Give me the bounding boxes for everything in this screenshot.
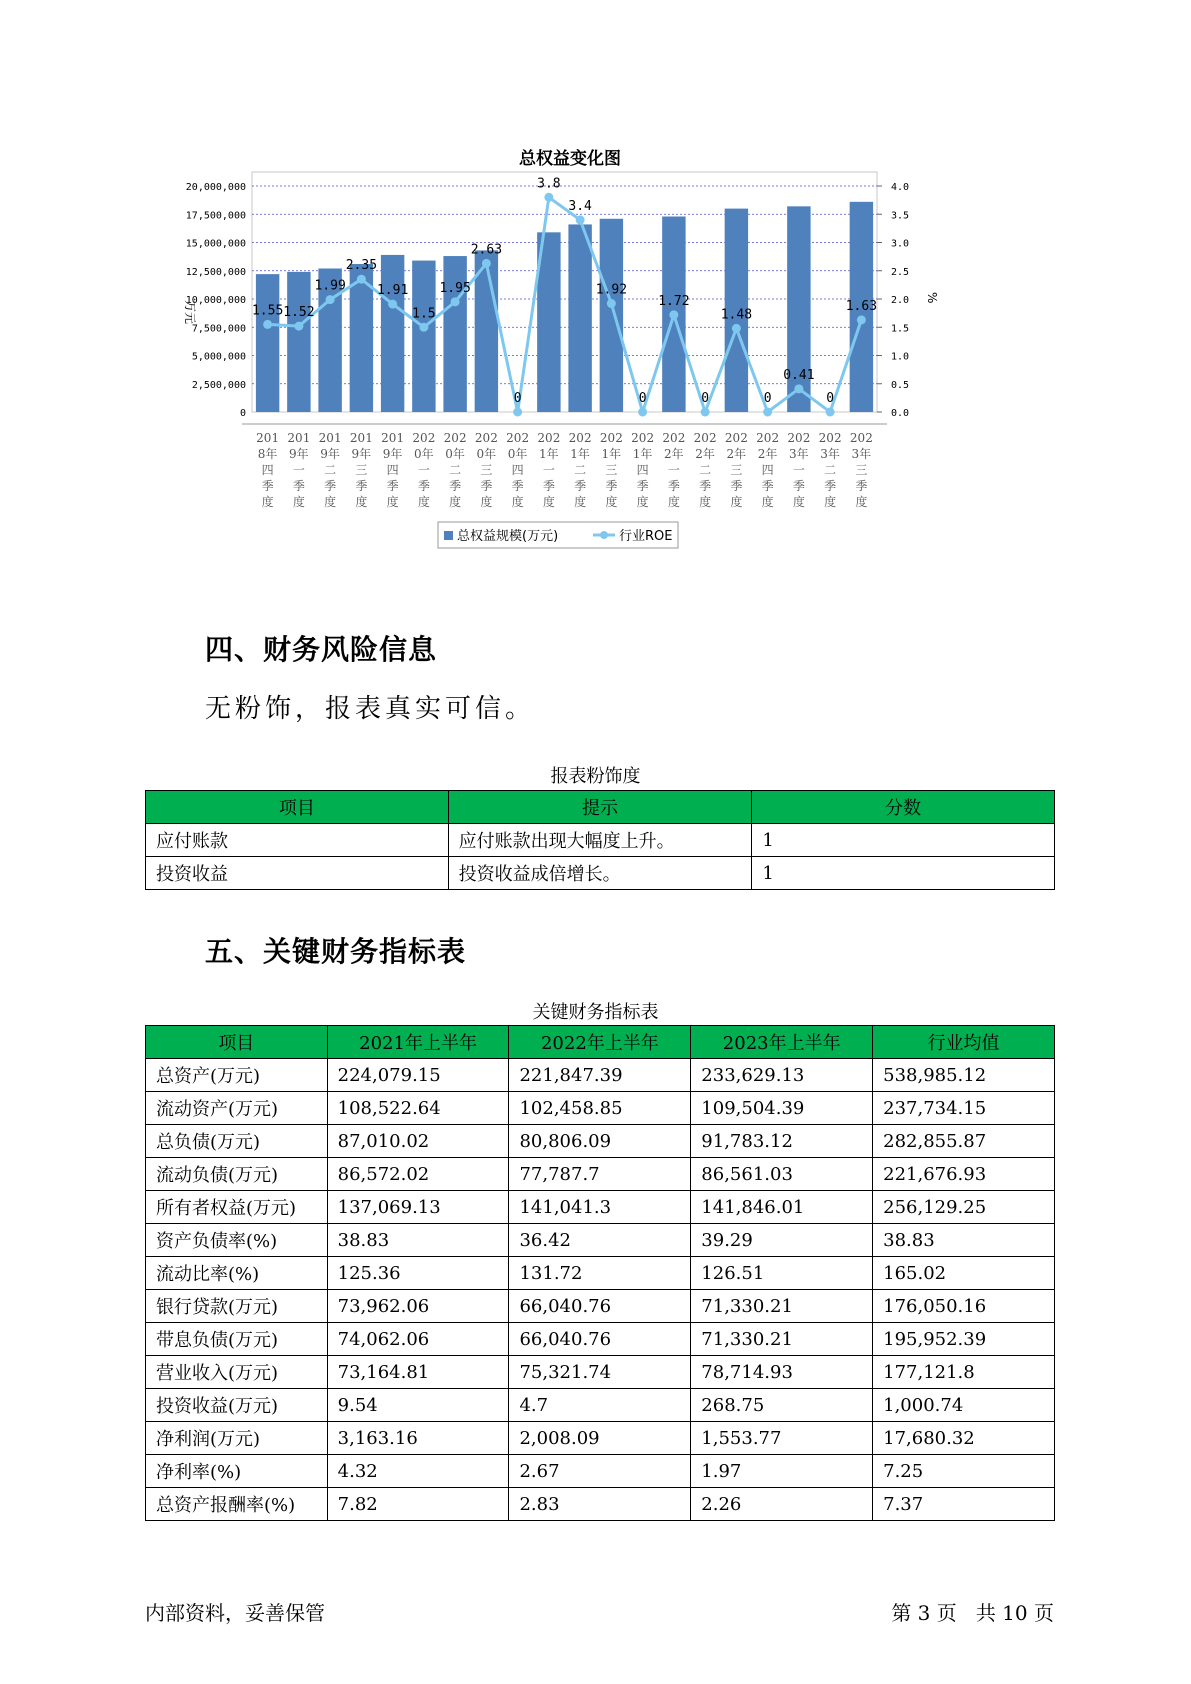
x-tick-label: 二 xyxy=(449,463,462,477)
x-tick-label: 季 xyxy=(855,479,868,493)
y-left-tick-label: 15,000,000 xyxy=(185,238,246,250)
kpi-table-row xyxy=(146,1191,1055,1224)
roe-point xyxy=(419,323,428,332)
equity-chart xyxy=(180,140,970,600)
table-cell: 177,121.8 xyxy=(873,1356,1055,1389)
roe-point xyxy=(357,275,366,284)
x-tick-label: 度 xyxy=(699,495,712,509)
table-cell: 538,985.12 xyxy=(873,1059,1055,1092)
kpi-table-row xyxy=(146,1257,1055,1290)
table-cell: 221,847.39 xyxy=(509,1059,691,1092)
x-tick-label: 度 xyxy=(324,495,337,509)
kpi-table-row xyxy=(146,1059,1055,1092)
bar xyxy=(256,274,279,412)
x-tick-label: 季 xyxy=(480,479,493,493)
bar xyxy=(600,219,623,412)
table-cell: 17,680.32 xyxy=(873,1422,1055,1455)
x-tick-label: 季 xyxy=(449,479,462,493)
column-header: 分数 xyxy=(752,791,1055,824)
x-tick-label: 2年 xyxy=(664,447,684,461)
table-cell: 1 xyxy=(752,857,1055,890)
table-cell: 75,321.74 xyxy=(509,1356,691,1389)
roe-point xyxy=(513,408,522,417)
roe-point xyxy=(701,408,710,417)
bar xyxy=(443,256,466,412)
y-right-tick-label: 1.0 xyxy=(891,351,910,363)
table-cell: 237,734.15 xyxy=(873,1092,1055,1125)
table-caption-key-indicators: 关键财务指标表 xyxy=(532,1002,659,1023)
data-label: 1.95 xyxy=(439,280,471,296)
y-right-tick-label: 4.0 xyxy=(891,182,910,193)
data-label: 2.35 xyxy=(345,258,378,274)
section-heading-key-indicators: 五、关键财务指标表 xyxy=(205,935,467,968)
roe-point xyxy=(794,384,803,393)
kpi-table-row xyxy=(146,1125,1055,1158)
bar xyxy=(568,224,591,412)
x-tick-label: 201 xyxy=(256,431,280,445)
x-tick-label: 季 xyxy=(386,479,399,493)
table-cell: 3,163.16 xyxy=(327,1422,509,1455)
data-label: 3.8 xyxy=(537,176,561,192)
roe-point xyxy=(482,259,491,268)
x-tick-label: 202 xyxy=(506,431,530,445)
data-label: 0 xyxy=(701,391,710,406)
x-tick-label: 202 xyxy=(443,431,467,445)
table-cell: 36.42 xyxy=(509,1224,691,1257)
table-cell: 141,041.3 xyxy=(509,1191,691,1224)
section-heading-financial-risk: 四、财务风险信息 xyxy=(205,633,438,666)
table-cell: 268.75 xyxy=(691,1389,873,1422)
x-tick-label: 9年 xyxy=(320,447,340,461)
x-tick-label: 3年 xyxy=(820,447,840,461)
table-cell: 2.83 xyxy=(509,1488,691,1521)
roe-point xyxy=(857,315,866,324)
kpi-table-row xyxy=(146,1455,1055,1488)
roe-point xyxy=(763,408,772,417)
data-label: 0 xyxy=(638,391,647,406)
x-tick-label: 度 xyxy=(449,495,462,509)
table-cell: 91,783.12 xyxy=(691,1125,873,1158)
roe-point xyxy=(607,299,616,308)
y-right-axis-label: % xyxy=(925,292,939,304)
x-tick-label: 201 xyxy=(318,431,342,445)
kpi-table-row xyxy=(146,1488,1055,1521)
x-tick-label: 季 xyxy=(261,479,274,493)
data-label: 1.52 xyxy=(283,305,315,321)
table-cell: 221,676.93 xyxy=(873,1158,1055,1191)
table-cell: 总资产报酬率(%) xyxy=(146,1488,328,1521)
column-header: 行业均值 xyxy=(873,1026,1055,1059)
table-cell: 39.29 xyxy=(691,1224,873,1257)
table-cell: 1.97 xyxy=(691,1455,873,1488)
table-cell: 66,040.76 xyxy=(509,1290,691,1323)
bar xyxy=(381,255,404,412)
chart-title: 总权益变化图 xyxy=(519,149,621,169)
data-label: 1.92 xyxy=(595,282,628,298)
x-tick-label: 三 xyxy=(855,463,868,477)
x-tick-label: 0年 xyxy=(445,447,465,461)
x-tick-label: 二 xyxy=(574,463,587,477)
table-cell: 38.83 xyxy=(873,1224,1055,1257)
key-indicators-table xyxy=(145,1025,1055,1521)
table-cell: 1,000.74 xyxy=(873,1389,1055,1422)
x-tick-label: 8年 xyxy=(257,447,278,461)
x-tick-label: 201 xyxy=(381,431,405,445)
table-cell: 应付账款出现大幅度上升。 xyxy=(448,824,752,857)
x-tick-label: 度 xyxy=(511,495,524,509)
table-cell: 176,050.16 xyxy=(873,1290,1055,1323)
x-tick-label: 四 xyxy=(511,463,524,477)
footer-page-number: 第 3 页 共 10 页 xyxy=(891,1601,1054,1625)
table-cell: 流动比率(%) xyxy=(146,1257,328,1290)
x-tick-label: 3年 xyxy=(789,447,809,461)
x-tick-label: 1年 xyxy=(632,447,653,461)
table-cell: 233,629.13 xyxy=(691,1059,873,1092)
data-label: 1.5 xyxy=(412,306,436,322)
x-tick-label: 季 xyxy=(667,479,680,493)
x-tick-label: 度 xyxy=(386,495,399,509)
table-cell: 7.82 xyxy=(327,1488,509,1521)
table-cell: 125.36 xyxy=(327,1257,509,1290)
roe-point xyxy=(576,215,585,224)
roe-point xyxy=(826,408,835,417)
legend-swatch-bar xyxy=(444,531,453,540)
table-cell: 66,040.76 xyxy=(509,1323,691,1356)
risk-table-row xyxy=(146,857,1055,890)
x-tick-label: 三 xyxy=(605,463,618,477)
table-cell: 2,008.09 xyxy=(509,1422,691,1455)
table-cell: 2.26 xyxy=(691,1488,873,1521)
x-tick-label: 一 xyxy=(667,463,680,477)
table-cell: 1,553.77 xyxy=(691,1422,873,1455)
x-tick-label: 3年 xyxy=(851,447,872,461)
x-tick-label: 2年 xyxy=(726,447,747,461)
column-header: 2021年上半年 xyxy=(327,1026,509,1059)
x-tick-label: 三 xyxy=(730,463,743,477)
table-cell: 73,962.06 xyxy=(327,1290,509,1323)
column-header: 项目 xyxy=(146,1026,328,1059)
x-tick-label: 二 xyxy=(699,463,712,477)
x-tick-label: 度 xyxy=(792,495,805,509)
table-cell: 总资产(万元) xyxy=(146,1059,328,1092)
chart-plot xyxy=(180,140,970,600)
table-cell: 营业收入(万元) xyxy=(146,1356,328,1389)
x-tick-label: 201 xyxy=(287,431,311,445)
table-cell: 74,062.06 xyxy=(327,1323,509,1356)
table-cell: 净利率(%) xyxy=(146,1455,328,1488)
table-cell: 141,846.01 xyxy=(691,1191,873,1224)
x-tick-label: 1年 xyxy=(601,447,622,461)
roe-point xyxy=(263,320,272,329)
roe-point xyxy=(326,295,335,304)
x-tick-label: 度 xyxy=(355,495,368,509)
kpi-table-row xyxy=(146,1323,1055,1356)
legend-label: 行业ROE xyxy=(619,529,673,544)
table-cell: 80,806.09 xyxy=(509,1125,691,1158)
data-label: 1.48 xyxy=(720,307,753,323)
table-caption-window-dressing: 报表粉饰度 xyxy=(550,766,641,787)
x-tick-label: 三 xyxy=(355,463,368,477)
table-cell: 7.37 xyxy=(873,1488,1055,1521)
x-tick-label: 202 xyxy=(787,431,811,445)
y-right-tick-label: 2.5 xyxy=(891,266,910,278)
x-tick-label: 9年 xyxy=(289,447,309,461)
x-tick-label: 202 xyxy=(662,431,686,445)
x-tick-label: 201 xyxy=(349,431,373,445)
window-dressing-table xyxy=(145,790,1055,890)
x-tick-label: 度 xyxy=(667,495,680,509)
x-tick-label: 季 xyxy=(761,479,774,493)
risk-summary-text: 无粉饰，报表真实可信。 xyxy=(205,694,536,724)
table-cell: 净利润(万元) xyxy=(146,1422,328,1455)
table-cell: 86,572.02 xyxy=(327,1158,509,1191)
x-tick-label: 度 xyxy=(542,495,555,509)
y-right-tick-label: 3.0 xyxy=(891,238,910,250)
x-tick-label: 一 xyxy=(542,463,555,477)
footer-confidential: 内部资料，妥善保管 xyxy=(145,1601,325,1625)
x-tick-label: 二 xyxy=(324,463,337,477)
y-right-tick-label: 2.0 xyxy=(891,295,910,306)
y-right-tick-label: 0.5 xyxy=(891,379,910,391)
x-tick-label: 0年 xyxy=(476,447,497,461)
x-tick-label: 202 xyxy=(818,431,842,445)
table-cell: 102,458.85 xyxy=(509,1092,691,1125)
x-tick-label: 三 xyxy=(480,463,493,477)
legend-label: 总权益规模(万元) xyxy=(457,529,559,544)
table-cell: 1 xyxy=(752,824,1055,857)
table-cell: 78,714.93 xyxy=(691,1356,873,1389)
roe-point xyxy=(638,408,647,417)
x-tick-label: 202 xyxy=(412,431,436,445)
kpi-table-row xyxy=(146,1092,1055,1125)
table-cell: 109,504.39 xyxy=(691,1092,873,1125)
x-tick-label: 季 xyxy=(292,479,305,493)
x-tick-label: 202 xyxy=(756,431,780,445)
x-tick-label: 202 xyxy=(568,431,592,445)
x-tick-label: 季 xyxy=(636,479,649,493)
table-cell: 165.02 xyxy=(873,1257,1055,1290)
data-label: 2.63 xyxy=(470,242,503,258)
x-tick-label: 0年 xyxy=(414,447,434,461)
y-left-axis-label: 万元 xyxy=(183,300,197,325)
x-tick-label: 季 xyxy=(824,479,837,493)
x-tick-label: 度 xyxy=(730,495,743,509)
x-tick-label: 一 xyxy=(792,463,805,477)
x-tick-label: 度 xyxy=(292,495,305,509)
x-tick-label: 季 xyxy=(324,479,337,493)
kpi-table-row xyxy=(146,1290,1055,1323)
x-tick-label: 季 xyxy=(792,479,805,493)
y-left-tick-label: 2,500,000 xyxy=(191,379,246,391)
roe-point xyxy=(544,193,553,202)
column-header: 提示 xyxy=(448,791,752,824)
x-tick-label: 1年 xyxy=(539,447,559,461)
data-label: 0.41 xyxy=(783,367,815,383)
x-tick-label: 季 xyxy=(605,479,618,493)
data-label: 1.91 xyxy=(376,283,409,299)
table-cell: 银行贷款(万元) xyxy=(146,1290,328,1323)
x-tick-label: 度 xyxy=(417,495,430,509)
x-tick-label: 四 xyxy=(261,463,274,477)
roe-point xyxy=(388,300,397,309)
table-cell: 256,129.25 xyxy=(873,1191,1055,1224)
table-cell: 126.51 xyxy=(691,1257,873,1290)
x-tick-label: 季 xyxy=(730,479,743,493)
table-cell: 282,855.87 xyxy=(873,1125,1055,1158)
data-label: 1.63 xyxy=(845,298,878,314)
x-tick-label: 202 xyxy=(599,431,623,445)
data-label: 1.99 xyxy=(314,278,346,294)
x-tick-label: 度 xyxy=(480,495,493,509)
roe-point xyxy=(294,322,303,331)
y-left-tick-label: 17,500,000 xyxy=(185,210,246,222)
y-right-tick-label: 1.5 xyxy=(891,323,910,335)
x-tick-label: 度 xyxy=(574,495,587,509)
x-tick-label: 2年 xyxy=(695,447,715,461)
data-label: 0 xyxy=(763,391,772,406)
risk-table-row xyxy=(146,824,1055,857)
data-label: 1.55 xyxy=(251,303,284,319)
x-tick-label: 季 xyxy=(574,479,587,493)
table-cell: 投资收益 xyxy=(146,857,449,890)
kpi-table-row xyxy=(146,1356,1055,1389)
table-cell: 224,079.15 xyxy=(327,1059,509,1092)
data-label: 3.4 xyxy=(568,198,592,214)
y-left-tick-label: 7,500,000 xyxy=(191,323,246,335)
data-label: 0 xyxy=(826,391,835,406)
column-header: 2023年上半年 xyxy=(691,1026,873,1059)
table-cell: 77,787.7 xyxy=(509,1158,691,1191)
kpi-table-row xyxy=(146,1422,1055,1455)
x-tick-label: 0年 xyxy=(507,447,528,461)
table-cell: 38.83 xyxy=(327,1224,509,1257)
kpi-table-row xyxy=(146,1158,1055,1191)
table-cell: 带息负债(万元) xyxy=(146,1323,328,1356)
x-tick-label: 季 xyxy=(355,479,368,493)
x-tick-label: 1年 xyxy=(570,447,590,461)
table-cell: 87,010.02 xyxy=(327,1125,509,1158)
y-left-tick-label: 10,000,000 xyxy=(185,295,246,306)
x-tick-label: 度 xyxy=(636,495,649,509)
x-tick-label: 202 xyxy=(474,431,498,445)
table-cell: 流动负债(万元) xyxy=(146,1158,328,1191)
y-right-tick-label: 3.5 xyxy=(891,210,910,222)
roe-point xyxy=(451,297,460,306)
x-tick-label: 季 xyxy=(417,479,430,493)
y-left-tick-label: 20,000,000 xyxy=(185,182,246,193)
legend-marker xyxy=(600,531,608,539)
x-tick-label: 度 xyxy=(824,495,837,509)
y-left-tick-label: 5,000,000 xyxy=(191,351,246,363)
x-tick-label: 202 xyxy=(849,431,873,445)
x-tick-label: 9年 xyxy=(351,447,372,461)
table-cell: 131.72 xyxy=(509,1257,691,1290)
table-cell: 71,330.21 xyxy=(691,1323,873,1356)
x-tick-label: 9年 xyxy=(382,447,403,461)
bar xyxy=(287,272,310,412)
data-label: 1.72 xyxy=(658,293,690,309)
table-cell: 资产负债率(%) xyxy=(146,1224,328,1257)
data-label: 0 xyxy=(513,391,522,406)
x-tick-label: 202 xyxy=(631,431,655,445)
x-tick-label: 一 xyxy=(292,463,305,477)
x-tick-label: 202 xyxy=(724,431,748,445)
y-left-tick-label: 0 xyxy=(239,408,246,419)
table-cell: 4.32 xyxy=(327,1455,509,1488)
x-tick-label: 二 xyxy=(824,463,837,477)
table-cell: 应付账款 xyxy=(146,824,449,857)
table-cell: 投资收益成倍增长。 xyxy=(448,857,752,890)
table-cell: 所有者权益(万元) xyxy=(146,1191,328,1224)
x-tick-label: 度 xyxy=(605,495,618,509)
table-cell: 108,522.64 xyxy=(327,1092,509,1125)
roe-point xyxy=(732,324,741,333)
x-tick-label: 一 xyxy=(417,463,430,477)
table-cell: 7.25 xyxy=(873,1455,1055,1488)
table-cell: 73,164.81 xyxy=(327,1356,509,1389)
x-tick-label: 202 xyxy=(693,431,717,445)
table-cell: 投资收益(万元) xyxy=(146,1389,328,1422)
y-left-tick-label: 12,500,000 xyxy=(185,266,246,278)
x-tick-label: 四 xyxy=(761,463,774,477)
x-tick-label: 202 xyxy=(537,431,561,445)
column-header: 2022年上半年 xyxy=(509,1026,691,1059)
table-cell: 4.7 xyxy=(509,1389,691,1422)
y-right-tick-label: 0.0 xyxy=(891,408,910,419)
kpi-table-row xyxy=(146,1224,1055,1257)
x-tick-label: 季 xyxy=(542,479,555,493)
roe-point xyxy=(669,310,678,319)
table-cell: 137,069.13 xyxy=(327,1191,509,1224)
x-tick-label: 季 xyxy=(699,479,712,493)
table-cell: 86,561.03 xyxy=(691,1158,873,1191)
x-tick-label: 度 xyxy=(855,495,868,509)
column-header: 项目 xyxy=(146,791,449,824)
table-cell: 总负债(万元) xyxy=(146,1125,328,1158)
table-cell: 9.54 xyxy=(327,1389,509,1422)
table-cell: 195,952.39 xyxy=(873,1323,1055,1356)
kpi-table-row xyxy=(146,1389,1055,1422)
x-tick-label: 四 xyxy=(636,463,649,477)
x-tick-label: 季 xyxy=(511,479,524,493)
table-cell: 2.67 xyxy=(509,1455,691,1488)
x-tick-label: 度 xyxy=(261,495,274,509)
table-cell: 71,330.21 xyxy=(691,1290,873,1323)
x-tick-label: 2年 xyxy=(757,447,778,461)
x-tick-label: 度 xyxy=(761,495,774,509)
x-tick-label: 四 xyxy=(386,463,399,477)
bar xyxy=(412,261,435,412)
table-cell: 流动资产(万元) xyxy=(146,1092,328,1125)
